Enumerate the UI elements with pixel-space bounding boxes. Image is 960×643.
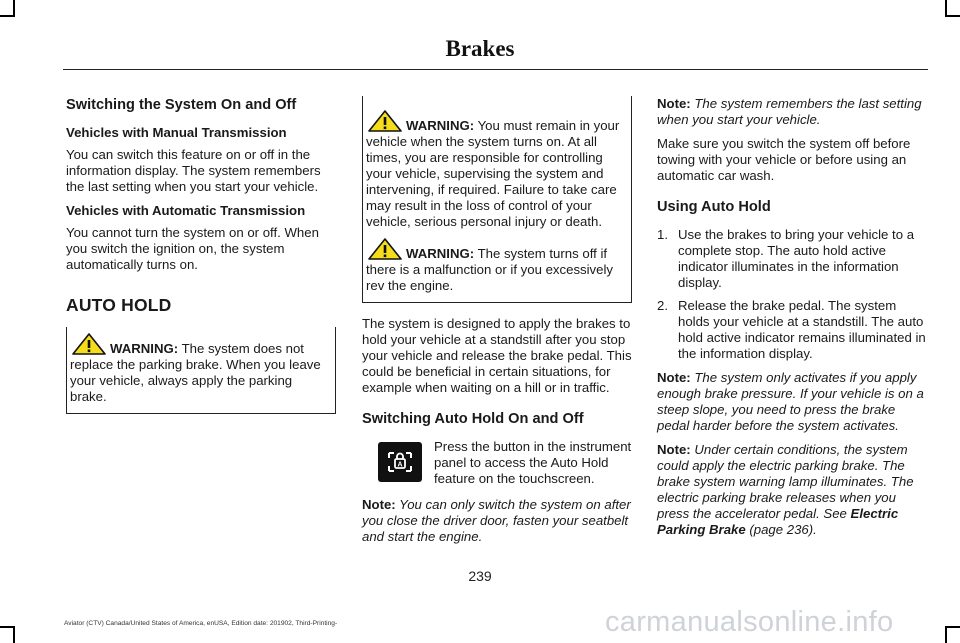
section-heading-switching: Switching the System On and Off — [66, 97, 297, 113]
list-item — [657, 298, 928, 362]
button-instruction-text: Press the button in the instrument panel to access the Auto Hold feature on the touchscreen. — [434, 439, 632, 486]
note-text: Under certain conditions, the system could apply the electric parking brake. The brake system warning lamp illuminates. The electric parking brake releases when you press the accelerator pedal. See — [657, 442, 914, 521]
subheading-switching-auto-hold: Switching Auto Hold On and Off — [362, 411, 584, 427]
note-label: Note: — [657, 370, 691, 385]
note-driver-door — [362, 497, 632, 545]
warning-box-1 — [362, 96, 632, 303]
step-text: Release the brake pedal. The system holds your vehicle at a standstill. The auto hold active indicator remains illuminated in the information display. — [678, 298, 926, 361]
warning-label: WARNING: — [406, 246, 475, 261]
steps-list — [657, 227, 928, 362]
note-label: Note: — [362, 497, 396, 512]
warning-triangle-icon — [72, 333, 106, 355]
auto-hold-symbol-icon — [378, 442, 422, 482]
watermark: carmanualsonline.info — [605, 606, 894, 638]
warning-text: You must remain in your vehicle when the system turns on. At all times, you are responsible for controlling your vehicle, supervising the system and intervening, if required. Failure to take care may result in the loss of control of your vehicle, serious personal injury or death. — [366, 118, 620, 229]
note-text: You can only switch the system on after you close the driver door, fasten your seatbelt and start the engine. — [362, 497, 631, 544]
crop-mark-bottom-right-v — [945, 626, 947, 643]
warning-text: The system does not replace the parking brake. When you leave your vehicle, always apply the parking brake. — [70, 341, 321, 404]
warning-triangle-icon — [368, 238, 402, 260]
warning-triangle-icon — [368, 110, 402, 132]
column-1 — [66, 96, 336, 422]
page-number: 239 — [468, 568, 492, 584]
subheading-manual: Vehicles with Manual Transmission — [66, 125, 287, 140]
warning-paragraph — [70, 333, 332, 405]
warning-paragraph-2 — [366, 238, 628, 294]
crop-mark-bottom-left-v — [13, 626, 15, 643]
note-remembers — [657, 96, 928, 128]
crop-mark-bottom-right-h — [945, 626, 960, 628]
note-brake-pressure — [657, 370, 928, 434]
note-text: The system only activates if you apply enough brake pressure. If your vehicle is on a steep slope, you need to press the brake pedal harder before the system activates. — [657, 370, 924, 433]
column-3 — [657, 96, 928, 546]
header-divider — [63, 69, 928, 70]
note-label: Note: — [657, 96, 691, 111]
svg-text:A: A — [397, 461, 403, 469]
towing-text: Make sure you switch the system off before towing with your vehicle or before using an automatic car wash. — [657, 136, 911, 183]
auto-hold-button-icon — [378, 442, 422, 482]
subheading-automatic: Vehicles with Automatic Transmission — [66, 203, 306, 218]
step-number: 2. — [657, 298, 668, 313]
note-text: The system remembers the last setting when you start your vehicle. — [657, 96, 922, 127]
button-instruction — [362, 439, 632, 487]
column-2 — [362, 96, 632, 553]
note-electric-parking-brake — [657, 442, 928, 538]
section-title-auto-hold: AUTO HOLD — [66, 295, 172, 315]
list-item — [657, 227, 928, 291]
cross-reference-link[interactable]: Electric Parking Brake — [657, 506, 899, 537]
warning-label: WARNING: — [406, 118, 475, 133]
warning-box — [66, 327, 336, 414]
automatic-text: You cannot turn the system on or off. When you switch the ignition on, the system automatically turns on. — [66, 225, 319, 272]
warning-text: The system turns off if there is a malfunction or if you excessively rev the engine. — [366, 246, 614, 293]
crop-mark-top-right-h — [945, 15, 960, 17]
auto-hold-intro: The system is designed to apply the brakes to hold your vehicle at a standstill after you stop your vehicle and release the brake pedal. This could be beneficial in certain situations, for example when waiting on a hill or in traffic. — [362, 316, 632, 395]
step-text: Use the brakes to bring your vehicle to a complete stop. The auto hold active indicator illuminates in the information display. — [678, 227, 915, 290]
edition-footer: Aviator (CTV) Canada/United States of America, enUSA, Edition date: 201902, Third-Printing- — [64, 620, 338, 627]
subheading-using-auto-hold: Using Auto Hold — [657, 199, 771, 215]
page-reference: (page 236). — [745, 522, 817, 537]
warning-paragraph-1 — [366, 110, 628, 230]
crop-mark-top-left-h — [0, 15, 15, 17]
note-label: Note: — [657, 442, 691, 457]
page-title: Brakes — [445, 36, 515, 61]
manual-text: You can switch this feature on or off in the information display. The system remembers the last setting when you start your vehicle. — [66, 147, 321, 194]
warning-label: WARNING: — [110, 341, 179, 356]
crop-mark-bottom-left-h — [0, 626, 15, 628]
step-number: 1. — [657, 227, 668, 242]
